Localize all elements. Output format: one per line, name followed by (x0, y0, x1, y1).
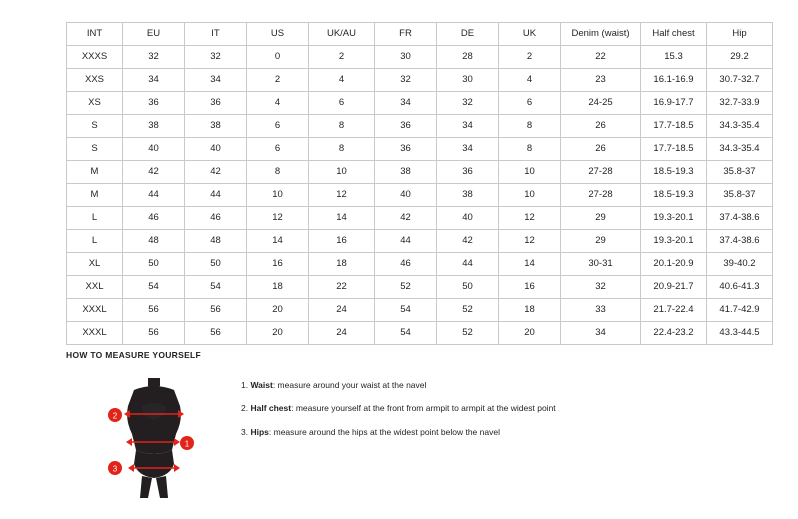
how-to-measure-section (66, 350, 746, 500)
table-row (67, 161, 773, 184)
cell-eu: 48 (123, 230, 185, 253)
table-row (67, 322, 773, 345)
measure-step-half-chest (241, 403, 741, 414)
cell-uk: 10 (499, 161, 561, 184)
column-header-half-chest: Half chest (641, 23, 707, 46)
cell-us: 0 (247, 46, 309, 69)
step-term: Half chest (250, 403, 292, 414)
cell-denim-waist: 29 (561, 207, 641, 230)
cell-uk-au: 10 (309, 161, 375, 184)
cell-fr: 40 (375, 184, 437, 207)
table-row (67, 207, 773, 230)
svg-text:1: 1 (184, 439, 190, 449)
cell-hip: 35.8-37 (707, 161, 773, 184)
cell-fr: 32 (375, 69, 437, 92)
cell-half-chest: 18.5-19.3 (641, 184, 707, 207)
cell-uk-au: 22 (309, 276, 375, 299)
cell-fr: 36 (375, 115, 437, 138)
cell-us: 14 (247, 230, 309, 253)
cell-it: 44 (185, 184, 247, 207)
cell-us: 20 (247, 322, 309, 345)
column-header-uk-au: UK/AU (309, 23, 375, 46)
table-row (67, 69, 773, 92)
cell-int: XS (67, 92, 123, 115)
cell-uk: 20 (499, 322, 561, 345)
cell-denim-waist: 22 (561, 46, 641, 69)
cell-half-chest: 19.3-20.1 (641, 230, 707, 253)
cell-de: 28 (437, 46, 499, 69)
cell-uk: 16 (499, 276, 561, 299)
how-to-measure-title: HOW TO MEASURE YOURSELF (66, 350, 202, 360)
cell-fr: 44 (375, 230, 437, 253)
cell-uk-au: 12 (309, 184, 375, 207)
mannequin-illustration-icon (88, 376, 218, 501)
cell-int: M (67, 184, 123, 207)
cell-int: L (67, 207, 123, 230)
cell-us: 10 (247, 184, 309, 207)
table-body (67, 46, 773, 345)
table-row (67, 253, 773, 276)
cell-half-chest: 19.3-20.1 (641, 207, 707, 230)
cell-us: 6 (247, 138, 309, 161)
cell-fr: 54 (375, 299, 437, 322)
cell-hip: 37.4-38.6 (707, 207, 773, 230)
cell-us: 18 (247, 276, 309, 299)
cell-eu: 40 (123, 138, 185, 161)
table-row (67, 184, 773, 207)
cell-de: 50 (437, 276, 499, 299)
step-number: 2. (241, 403, 249, 414)
cell-int: XXL (67, 276, 123, 299)
cell-de: 34 (437, 115, 499, 138)
cell-fr: 30 (375, 46, 437, 69)
cell-uk-au: 4 (309, 69, 375, 92)
cell-denim-waist: 34 (561, 322, 641, 345)
cell-int: S (67, 115, 123, 138)
cell-half-chest: 17.7-18.5 (641, 138, 707, 161)
cell-uk: 8 (499, 138, 561, 161)
cell-denim-waist: 29 (561, 230, 641, 253)
cell-eu: 50 (123, 253, 185, 276)
cell-half-chest: 15.3 (641, 46, 707, 69)
cell-uk: 14 (499, 253, 561, 276)
cell-hip: 34.3-35.4 (707, 138, 773, 161)
size-chart-table (66, 22, 773, 345)
cell-denim-waist: 27-28 (561, 184, 641, 207)
cell-eu: 36 (123, 92, 185, 115)
table-row (67, 92, 773, 115)
cell-half-chest: 18.5-19.3 (641, 161, 707, 184)
cell-it: 56 (185, 322, 247, 345)
cell-eu: 46 (123, 207, 185, 230)
cell-it: 46 (185, 207, 247, 230)
table-row (67, 138, 773, 161)
cell-denim-waist: 26 (561, 138, 641, 161)
cell-half-chest: 16.9-17.7 (641, 92, 707, 115)
cell-int: XXXL (67, 299, 123, 322)
cell-uk-au: 24 (309, 322, 375, 345)
size-chart-container (66, 22, 760, 345)
column-header-it: IT (185, 23, 247, 46)
cell-it: 40 (185, 138, 247, 161)
cell-int: XXS (67, 69, 123, 92)
measure-steps-list (241, 380, 741, 450)
cell-uk-au: 24 (309, 299, 375, 322)
cell-it: 50 (185, 253, 247, 276)
cell-fr: 36 (375, 138, 437, 161)
cell-denim-waist: 24-25 (561, 92, 641, 115)
cell-us: 6 (247, 115, 309, 138)
cell-fr: 42 (375, 207, 437, 230)
cell-eu: 38 (123, 115, 185, 138)
cell-eu: 56 (123, 322, 185, 345)
step-term: Hips (250, 426, 269, 437)
measure-step-waist (241, 380, 741, 391)
cell-int: XL (67, 253, 123, 276)
cell-half-chest: 20.9-21.7 (641, 276, 707, 299)
cell-denim-waist: 32 (561, 276, 641, 299)
cell-uk: 10 (499, 184, 561, 207)
column-header-de: DE (437, 23, 499, 46)
cell-uk: 6 (499, 92, 561, 115)
cell-fr: 34 (375, 92, 437, 115)
cell-it: 34 (185, 69, 247, 92)
step-text: : measure around the hips at the widest point below the navel (268, 426, 500, 437)
cell-eu: 34 (123, 69, 185, 92)
cell-hip: 29.2 (707, 46, 773, 69)
cell-eu: 42 (123, 161, 185, 184)
cell-us: 20 (247, 299, 309, 322)
cell-hip: 34.3-35.4 (707, 115, 773, 138)
cell-half-chest: 16.1-16.9 (641, 69, 707, 92)
cell-denim-waist: 23 (561, 69, 641, 92)
cell-hip: 32.7-33.9 (707, 92, 773, 115)
cell-half-chest: 21.7-22.4 (641, 299, 707, 322)
column-header-fr: FR (375, 23, 437, 46)
cell-fr: 54 (375, 322, 437, 345)
table-row (67, 46, 773, 69)
cell-uk-au: 14 (309, 207, 375, 230)
cell-denim-waist: 27-28 (561, 161, 641, 184)
cell-uk: 12 (499, 207, 561, 230)
cell-hip: 41.7-42.9 (707, 299, 773, 322)
cell-uk: 8 (499, 115, 561, 138)
cell-it: 56 (185, 299, 247, 322)
cell-uk-au: 8 (309, 115, 375, 138)
column-header-uk: UK (499, 23, 561, 46)
cell-uk: 18 (499, 299, 561, 322)
cell-de: 42 (437, 230, 499, 253)
column-header-eu: EU (123, 23, 185, 46)
table-header-row (67, 23, 773, 46)
cell-int: L (67, 230, 123, 253)
cell-uk-au: 8 (309, 138, 375, 161)
cell-de: 52 (437, 322, 499, 345)
cell-hip: 39-40.2 (707, 253, 773, 276)
cell-de: 38 (437, 184, 499, 207)
cell-fr: 52 (375, 276, 437, 299)
cell-it: 36 (185, 92, 247, 115)
column-header-int: INT (67, 23, 123, 46)
column-header-hip: Hip (707, 23, 773, 46)
cell-int: XXXS (67, 46, 123, 69)
cell-it: 38 (185, 115, 247, 138)
cell-int: XXXL (67, 322, 123, 345)
cell-int: M (67, 161, 123, 184)
cell-uk-au: 2 (309, 46, 375, 69)
cell-uk-au: 6 (309, 92, 375, 115)
cell-us: 4 (247, 92, 309, 115)
cell-hip: 40.6-41.3 (707, 276, 773, 299)
measure-step-hips (241, 427, 741, 438)
cell-de: 40 (437, 207, 499, 230)
cell-hip: 43.3-44.5 (707, 322, 773, 345)
cell-it: 48 (185, 230, 247, 253)
step-number: 3. (241, 426, 249, 437)
cell-de: 34 (437, 138, 499, 161)
svg-text:2: 2 (112, 411, 118, 421)
cell-uk-au: 16 (309, 230, 375, 253)
cell-hip: 30.7-32.7 (707, 69, 773, 92)
cell-denim-waist: 30-31 (561, 253, 641, 276)
table-row (67, 230, 773, 253)
cell-it: 54 (185, 276, 247, 299)
cell-us: 16 (247, 253, 309, 276)
table-row (67, 276, 773, 299)
step-text: : measure yourself at the front from armpit to armpit at the widest point (291, 403, 556, 414)
cell-us: 8 (247, 161, 309, 184)
table-row (67, 115, 773, 138)
cell-int: S (67, 138, 123, 161)
cell-it: 42 (185, 161, 247, 184)
cell-de: 30 (437, 69, 499, 92)
column-header-us: US (247, 23, 309, 46)
cell-us: 12 (247, 207, 309, 230)
cell-eu: 32 (123, 46, 185, 69)
step-term: Waist (250, 380, 273, 390)
cell-uk: 4 (499, 69, 561, 92)
mannequin-figure (88, 376, 218, 501)
cell-de: 32 (437, 92, 499, 115)
column-header-denim-waist: Denim (waist) (561, 23, 641, 46)
cell-de: 52 (437, 299, 499, 322)
cell-half-chest: 22.4-23.2 (641, 322, 707, 345)
cell-us: 2 (247, 69, 309, 92)
cell-half-chest: 20.1-20.9 (641, 253, 707, 276)
cell-denim-waist: 26 (561, 115, 641, 138)
table-row (67, 299, 773, 322)
cell-eu: 44 (123, 184, 185, 207)
cell-de: 44 (437, 253, 499, 276)
cell-half-chest: 17.7-18.5 (641, 115, 707, 138)
cell-uk: 12 (499, 230, 561, 253)
how-to-measure-body (66, 370, 746, 500)
cell-uk: 2 (499, 46, 561, 69)
cell-de: 36 (437, 161, 499, 184)
cell-it: 32 (185, 46, 247, 69)
cell-hip: 37.4-38.6 (707, 230, 773, 253)
cell-denim-waist: 33 (561, 299, 641, 322)
cell-eu: 56 (123, 299, 185, 322)
cell-fr: 38 (375, 161, 437, 184)
step-number: 1. (241, 380, 249, 390)
svg-text:3: 3 (112, 464, 118, 474)
cell-hip: 35.8-37 (707, 184, 773, 207)
cell-uk-au: 18 (309, 253, 375, 276)
cell-fr: 46 (375, 253, 437, 276)
cell-eu: 54 (123, 276, 185, 299)
step-text: : measure around your waist at the navel (272, 380, 427, 390)
